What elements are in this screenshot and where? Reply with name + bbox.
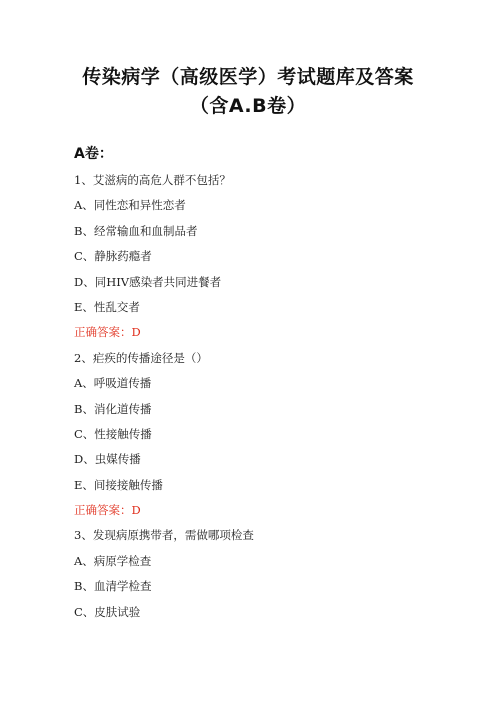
document-title: 传染病学（高级医学）考试题库及答案 (82, 66, 414, 88)
question-text: 2、疟疾的传播途径是（） (74, 350, 208, 365)
option-text: D、同HIV感染者共同进餐者 (74, 274, 222, 289)
question-text: 3、发现病原携带者，需做哪项检查 (74, 528, 254, 543)
option-text: C、静脉药瘾者 (74, 249, 152, 264)
question-list (74, 168, 474, 625)
option-text: A、呼吸道传播 (74, 376, 152, 391)
document-subtitle: （含A.B卷） (189, 95, 307, 117)
option-text: C、性接触传播 (74, 426, 152, 441)
option-text: B、消化道传播 (74, 401, 152, 416)
option-text: B、血清学检查 (74, 579, 152, 594)
section-heading-a: A卷： (74, 146, 113, 162)
option-text: A、病原学检查 (74, 553, 152, 568)
option-text: B、经常输血和血制品者 (74, 223, 198, 238)
option-text: C、皮肤试验 (74, 604, 141, 619)
option-text: A、同性恋和异性恋者 (74, 198, 186, 213)
answer-line: 正确答案：D (74, 325, 141, 340)
answer-line: 正确答案：D (74, 503, 141, 518)
question-text: 1、艾滋病的高危人群不包括？ (74, 173, 231, 187)
option-text: E、性乱交者 (74, 299, 140, 314)
option-text: E、间接接触传播 (74, 477, 163, 492)
option-text: D、虫媒传播 (74, 452, 141, 467)
